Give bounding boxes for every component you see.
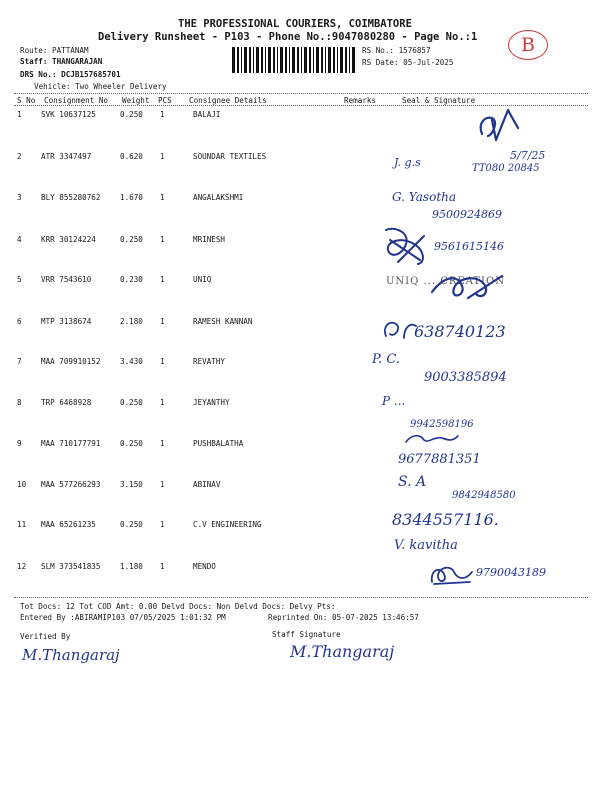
col-consignment: Consignment No <box>44 96 109 105</box>
row-weight: 3.430 <box>120 357 143 366</box>
handwritten-name-row10: S. A <box>398 474 427 490</box>
row-weight: 0.250 <box>120 235 143 244</box>
row-pcs: 1 <box>160 480 165 489</box>
handwritten-phone-row6: 638740123 <box>414 322 506 341</box>
company-name: THE PROFESSIONAL COURIERS, COIMBATORE <box>178 18 412 30</box>
row-consignment: SLM 373541835 <box>41 562 101 571</box>
handwritten-name-row8: P ... <box>382 394 406 408</box>
row-pcs: 1 <box>160 398 165 407</box>
handwritten-phone-row12: 9790043189 <box>476 566 546 579</box>
row-sno: 12 <box>17 562 27 571</box>
company-stamp-row5: UNIQ ... CREATION <box>386 276 505 287</box>
row-consignment: ATR 3347497 <box>41 152 92 161</box>
row-consignment: MAA 577266293 <box>41 480 101 489</box>
row-weight: 1.180 <box>120 562 143 571</box>
row-consignment: KRR 30124224 <box>41 235 96 244</box>
signature-row5 <box>428 268 508 304</box>
row-consignee: SOUNDAR TEXTILES <box>193 152 267 161</box>
row-sno: 7 <box>17 357 22 366</box>
row-consignee: RAMESH KANNAN <box>193 317 253 326</box>
page-badge: B <box>508 30 548 60</box>
row-consignment: TRP 6468928 <box>41 398 92 407</box>
handwritten-phone-row3: 9500924869 <box>432 208 502 221</box>
row-pcs: 1 <box>160 562 165 571</box>
row-consignment: VRR 7543610 <box>41 275 92 284</box>
row-sno: 4 <box>17 235 22 244</box>
row-weight: 1.670 <box>120 193 143 202</box>
drs-number: DRS No.: DCJB157685701 <box>20 70 121 79</box>
row-consignment: MAA 710177791 <box>41 439 101 448</box>
route-label: Route: PATTANAM <box>20 46 89 55</box>
runsheet-title: Delivery Runsheet - P103 - Phone No.:9047080280 - Page No.:1 <box>98 31 478 43</box>
divider-top <box>14 93 588 94</box>
row-pcs: 1 <box>160 275 165 284</box>
row-consignee: ABINAV <box>193 480 221 489</box>
col-remarks: Remarks <box>344 96 377 105</box>
row-sno: 8 <box>17 398 22 407</box>
row-sno: 5 <box>17 275 22 284</box>
row-consignee: MRINESH <box>193 235 226 244</box>
handwritten-phone-row10: 9842948580 <box>452 490 516 501</box>
col-weight: Weight <box>122 96 150 105</box>
row-pcs: 1 <box>160 439 165 448</box>
row-consignment: MAA 709910152 <box>41 357 101 366</box>
handwritten-name-row2: J. g.s <box>394 156 421 169</box>
row-consignee: REVATHY <box>193 357 226 366</box>
signature-row12 <box>426 560 476 588</box>
verified-by-label: Verified By <box>20 632 71 641</box>
row-consignee: ANGALAKSHMI <box>193 193 244 202</box>
row-pcs: 1 <box>160 193 165 202</box>
barcode <box>232 47 356 73</box>
staff-signature-label: Staff Signature <box>272 630 341 639</box>
vehicle-label: Vehicle: Two Wheeler Delivery <box>34 82 167 91</box>
row-pcs: 1 <box>160 110 165 119</box>
handwritten-phone-row2: TT080 20845 <box>472 163 540 174</box>
handwritten-phone-row8: 9942598196 <box>410 419 474 430</box>
row-weight: 0.250 <box>120 520 143 529</box>
handwritten-name-row7: P. C. <box>372 352 400 367</box>
row-sno: 3 <box>17 193 22 202</box>
row-weight: 0.250 <box>120 439 143 448</box>
rs-number: RS No.: 1576857 <box>362 46 431 55</box>
col-sno: S No <box>17 96 36 105</box>
row-sno: 2 <box>17 152 22 161</box>
row-sno: 9 <box>17 439 22 448</box>
rs-date: RS Date: 05-Jul-2025 <box>362 58 454 67</box>
staff-label: Staff: THANGARAJAN <box>20 57 103 66</box>
row-sno: 1 <box>17 110 22 119</box>
row-weight: 3.150 <box>120 480 143 489</box>
row-sno: 10 <box>17 480 27 489</box>
row-consignee: C.V ENGINEERING <box>193 520 262 529</box>
row-pcs: 1 <box>160 317 165 326</box>
handwritten-date-row2: 5/7/25 <box>510 149 546 162</box>
row-consignee: UNIQ <box>193 275 212 284</box>
handwritten-phone-row11: 8344557116. <box>392 510 499 529</box>
row-pcs: 1 <box>160 235 165 244</box>
col-pcs: PCS <box>158 96 172 105</box>
row-sno: 6 <box>17 317 22 326</box>
handwritten-name-row3: G. Yasotha <box>392 190 457 204</box>
totals-line: Tot Docs: 12 Tot COD Amt: 0.00 Delvd Docs: Non Delvd Docs: Delvy Pts: <box>20 602 336 611</box>
staff-signature: M.Thangaraj <box>290 642 395 661</box>
row-weight: 0.620 <box>120 152 143 161</box>
signature-row1 <box>476 104 522 146</box>
row-pcs: 1 <box>160 152 165 161</box>
row-weight: 0.250 <box>120 398 143 407</box>
row-pcs: 1 <box>160 357 165 366</box>
row-weight: 2.180 <box>120 317 143 326</box>
entered-by: Entered By :ABIRAMIP103 07/05/2025 1:01:32 PM <box>20 613 226 622</box>
signature-row9 <box>402 430 462 446</box>
col-consignee: Consignee Details <box>189 96 267 105</box>
row-weight: 0.230 <box>120 275 143 284</box>
handwritten-phone-row7: 9003385894 <box>424 370 507 385</box>
row-consignment: MTP 3138674 <box>41 317 92 326</box>
row-consignee: JEYANTHY <box>193 398 230 407</box>
divider-footer <box>14 597 588 598</box>
col-seal-signature: Seal & Signature <box>402 96 476 105</box>
verified-by-signature: M.Thangaraj <box>22 646 120 664</box>
signature-row4 <box>380 222 440 270</box>
row-consignee: BALAJI <box>193 110 221 119</box>
row-consignee: PUSHBALATHA <box>193 439 244 448</box>
row-consignee: MENDO <box>193 562 216 571</box>
row-consignment: BLY 855280762 <box>41 193 101 202</box>
row-weight: 0.250 <box>120 110 143 119</box>
handwritten-phone-row4: 9561615146 <box>434 240 504 253</box>
handwritten-phone-row9: 9677881351 <box>398 452 481 467</box>
row-pcs: 1 <box>160 520 165 529</box>
row-consignment: SVK 10637125 <box>41 110 96 119</box>
row-sno: 11 <box>17 520 27 529</box>
row-consignment: MAA 65261235 <box>41 520 96 529</box>
handwritten-name-row11: V. kavitha <box>394 538 458 553</box>
reprinted-on: Reprinted On: 05-07-2025 13:46:57 <box>268 613 419 622</box>
